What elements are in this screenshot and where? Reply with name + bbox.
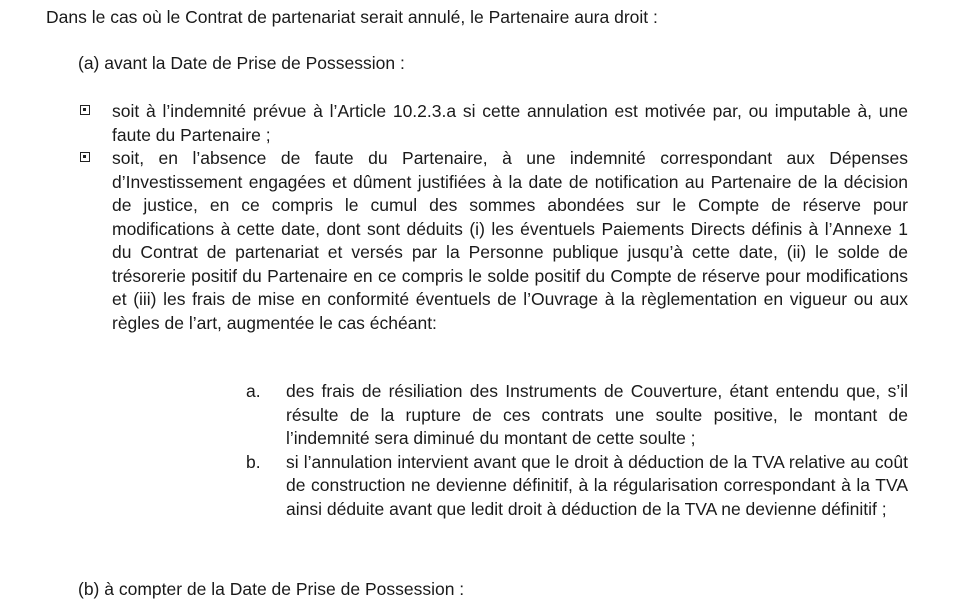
sub-item-text: des frais de résiliation des Instruments de Couverture, étant entendu que, s’il résulte de la rupture de ces contrats une soulte positive, le montant de l’indemnité sera diminué du montant de cette soulte ; [286, 381, 908, 448]
intro-paragraph: Dans le cas où le Contrat de partenariat serait annulé, le Partenaire aura droit : [46, 7, 658, 27]
bullet-text: soit, en l’absence de faute du Partenaire, à une indemnité correspondant aux Dépenses d’Investissement engagées et dûment justifiées à la date de notification au Partenaire de la décision de justice, en ce compris le cumul des sommes abondées sur le Compte de réserve pour modifications à cette date, dont sont déduits (i) les éventuels Paiements Directs définis à l’Annexe 1 du Contrat de partenariat et versés par la Personne publique jusqu’à cette date, (ii) le solde de trésorerie positif du Partenaire en ce compris le solde positif du Compte de réserve pour modifications et (iii) les frais de mise en conformité éventuels de l’Ouvrage à la règlementation en vigueur ou aux règles de l’art, augmentée le cas échéant: [112, 148, 908, 333]
sub-item-list [246, 380, 908, 521]
bullet-item-1 [78, 100, 908, 147]
section-b-heading-partial: (b) à compter de la Date de Prise de Possession : [78, 579, 465, 599]
sub-item-b [246, 451, 908, 522]
sub-item-text: si l’annulation intervient avant que le droit à déduction de la TVA relative au coût de construction ne devienne définitif, à la régularisation correspondant à la TVA ainsi déduite avant que ledit droit à déduction de la TVA ne devienne définitif ; [286, 451, 908, 519]
section-a-heading: (a) avant la Date de Prise de Possession : [78, 53, 405, 73]
bullet-list [78, 100, 908, 335]
sub-item-marker: a. [246, 381, 261, 401]
bullet-item-2 [78, 147, 908, 335]
square-bullet-icon [80, 152, 90, 162]
sub-item-a [246, 380, 908, 451]
bullet-text: soit à l’indemnité prévue à l’Article 10.2.3.a si cette annulation est motivée par, ou imputable à, une faute du Partenaire ; [112, 101, 908, 145]
sub-item-marker: b. [246, 451, 261, 472]
square-bullet-icon [80, 105, 90, 115]
